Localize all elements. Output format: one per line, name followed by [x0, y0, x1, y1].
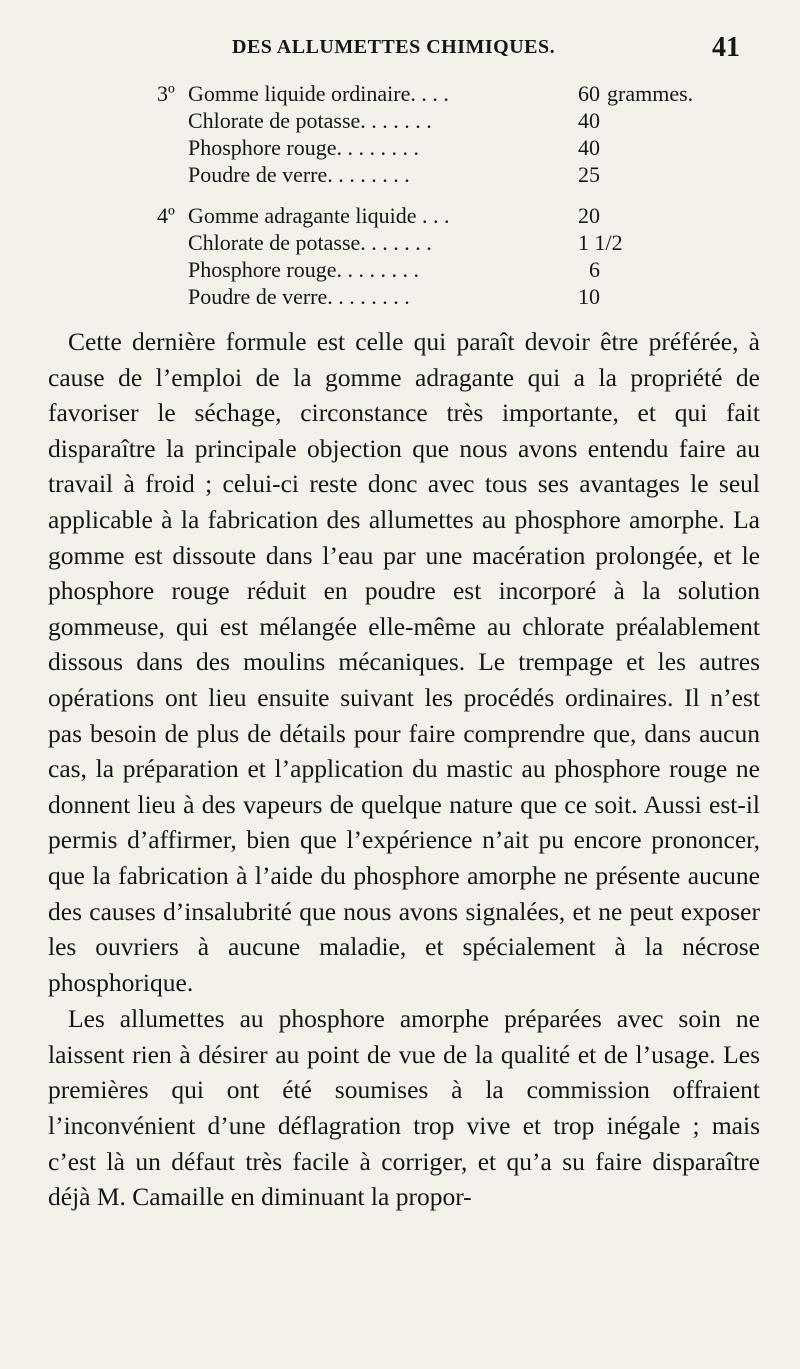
quantity: 40	[578, 135, 600, 160]
paragraph: Cette dernière formule est celle qui paraît devoir être préférée, à cause de l’emploi de la gomme adragante qui a la propriété de favoriser le séchage, circonstance très importante, et qui fait disparaître la principale objection que nous avons entendu faire au travail à froid ; celui-ci reste donc avec tous ses avantages le seul applicable à la fabrication des allumettes au phosphore amorphe. La gomme est dissoute dans l’eau par une macération prolongée, et le phosphore rouge réduit en poudre est incorporé à la solution gommeuse, qui est mélangée elle-même au chlorate préalablement dissous dans des moulins mécaniques. Le trempage et les autres opérations ont lieu ensuite suivant les procédés ordinaires. Il n’est pas besoin de plus de détails pour faire comprendre que, dans aucun cas, la préparation et l’application du mastic au phosphore rouge ne donnent lieu à des vapeurs de quelque nature que ce soit. Aussi est-il permis d’affirmer, bien que l’expérience n’ait pu encore prononcer, que la fabrication à l’aide du phosphore amorphe ne présente aucune des causes d’insalubrité que nous avons signalées, et ne peut exposer les ouvriers à aucune maladie, et spécialement à la nécrose phosphorique.	[48, 327, 760, 997]
page-number: 41	[712, 32, 740, 63]
running-title: DES ALLUMETTES CHIMIQUES.	[232, 36, 556, 58]
ingredient: Gomme liquide ordinaire. . . .	[188, 81, 449, 106]
paragraph: Les allumettes au phosphore amorphe préparées avec soin ne laissent rien à désirer au point de vue de la qualité et de l’usage. Les premières qui ont été soumises à la commission offraient l’inconvénient d’une déflagration trop vive et trop inégale ; mais c’est là un défaut très facile à corriger, et qu’a su faire disparaître déjà M. Camaille en diminuant la propor-	[48, 1004, 760, 1212]
ingredient: Chlorate de potasse. . . . . . .	[188, 230, 432, 255]
ingredient: Chlorate de potasse. . . . . . .	[188, 108, 432, 133]
quantity: 60	[578, 81, 600, 106]
ingredient: Phosphore rouge. . . . . . . .	[188, 135, 419, 160]
quantity: 40	[578, 108, 600, 133]
ingredient: Poudre de verre. . . . . . . .	[188, 162, 410, 187]
quantity: 10	[578, 284, 600, 309]
body-text	[48, 324, 760, 1215]
recipe-row	[0, 256, 800, 283]
quantity: 1 1/2	[578, 230, 623, 255]
recipe-number: 3º	[157, 81, 175, 106]
recipe-number: 4º	[157, 203, 175, 228]
ingredient: Phosphore rouge. . . . . . . .	[188, 257, 419, 282]
recipe-row	[0, 107, 800, 134]
ingredient: Poudre de verre. . . . . . . .	[188, 284, 410, 309]
page-header	[0, 32, 800, 76]
recipe-row	[0, 283, 800, 310]
ingredient: Gomme adragante liquide . . .	[188, 203, 450, 228]
quantity: 20	[578, 203, 600, 228]
recipe-row	[0, 80, 800, 107]
quantity: 6	[589, 257, 600, 282]
recipe-row	[0, 202, 800, 229]
quantity: 25	[578, 162, 600, 187]
recipe-row	[0, 134, 800, 161]
unit: grammes.	[607, 81, 694, 106]
recipe-row	[0, 161, 800, 188]
recipe-row	[0, 229, 800, 256]
